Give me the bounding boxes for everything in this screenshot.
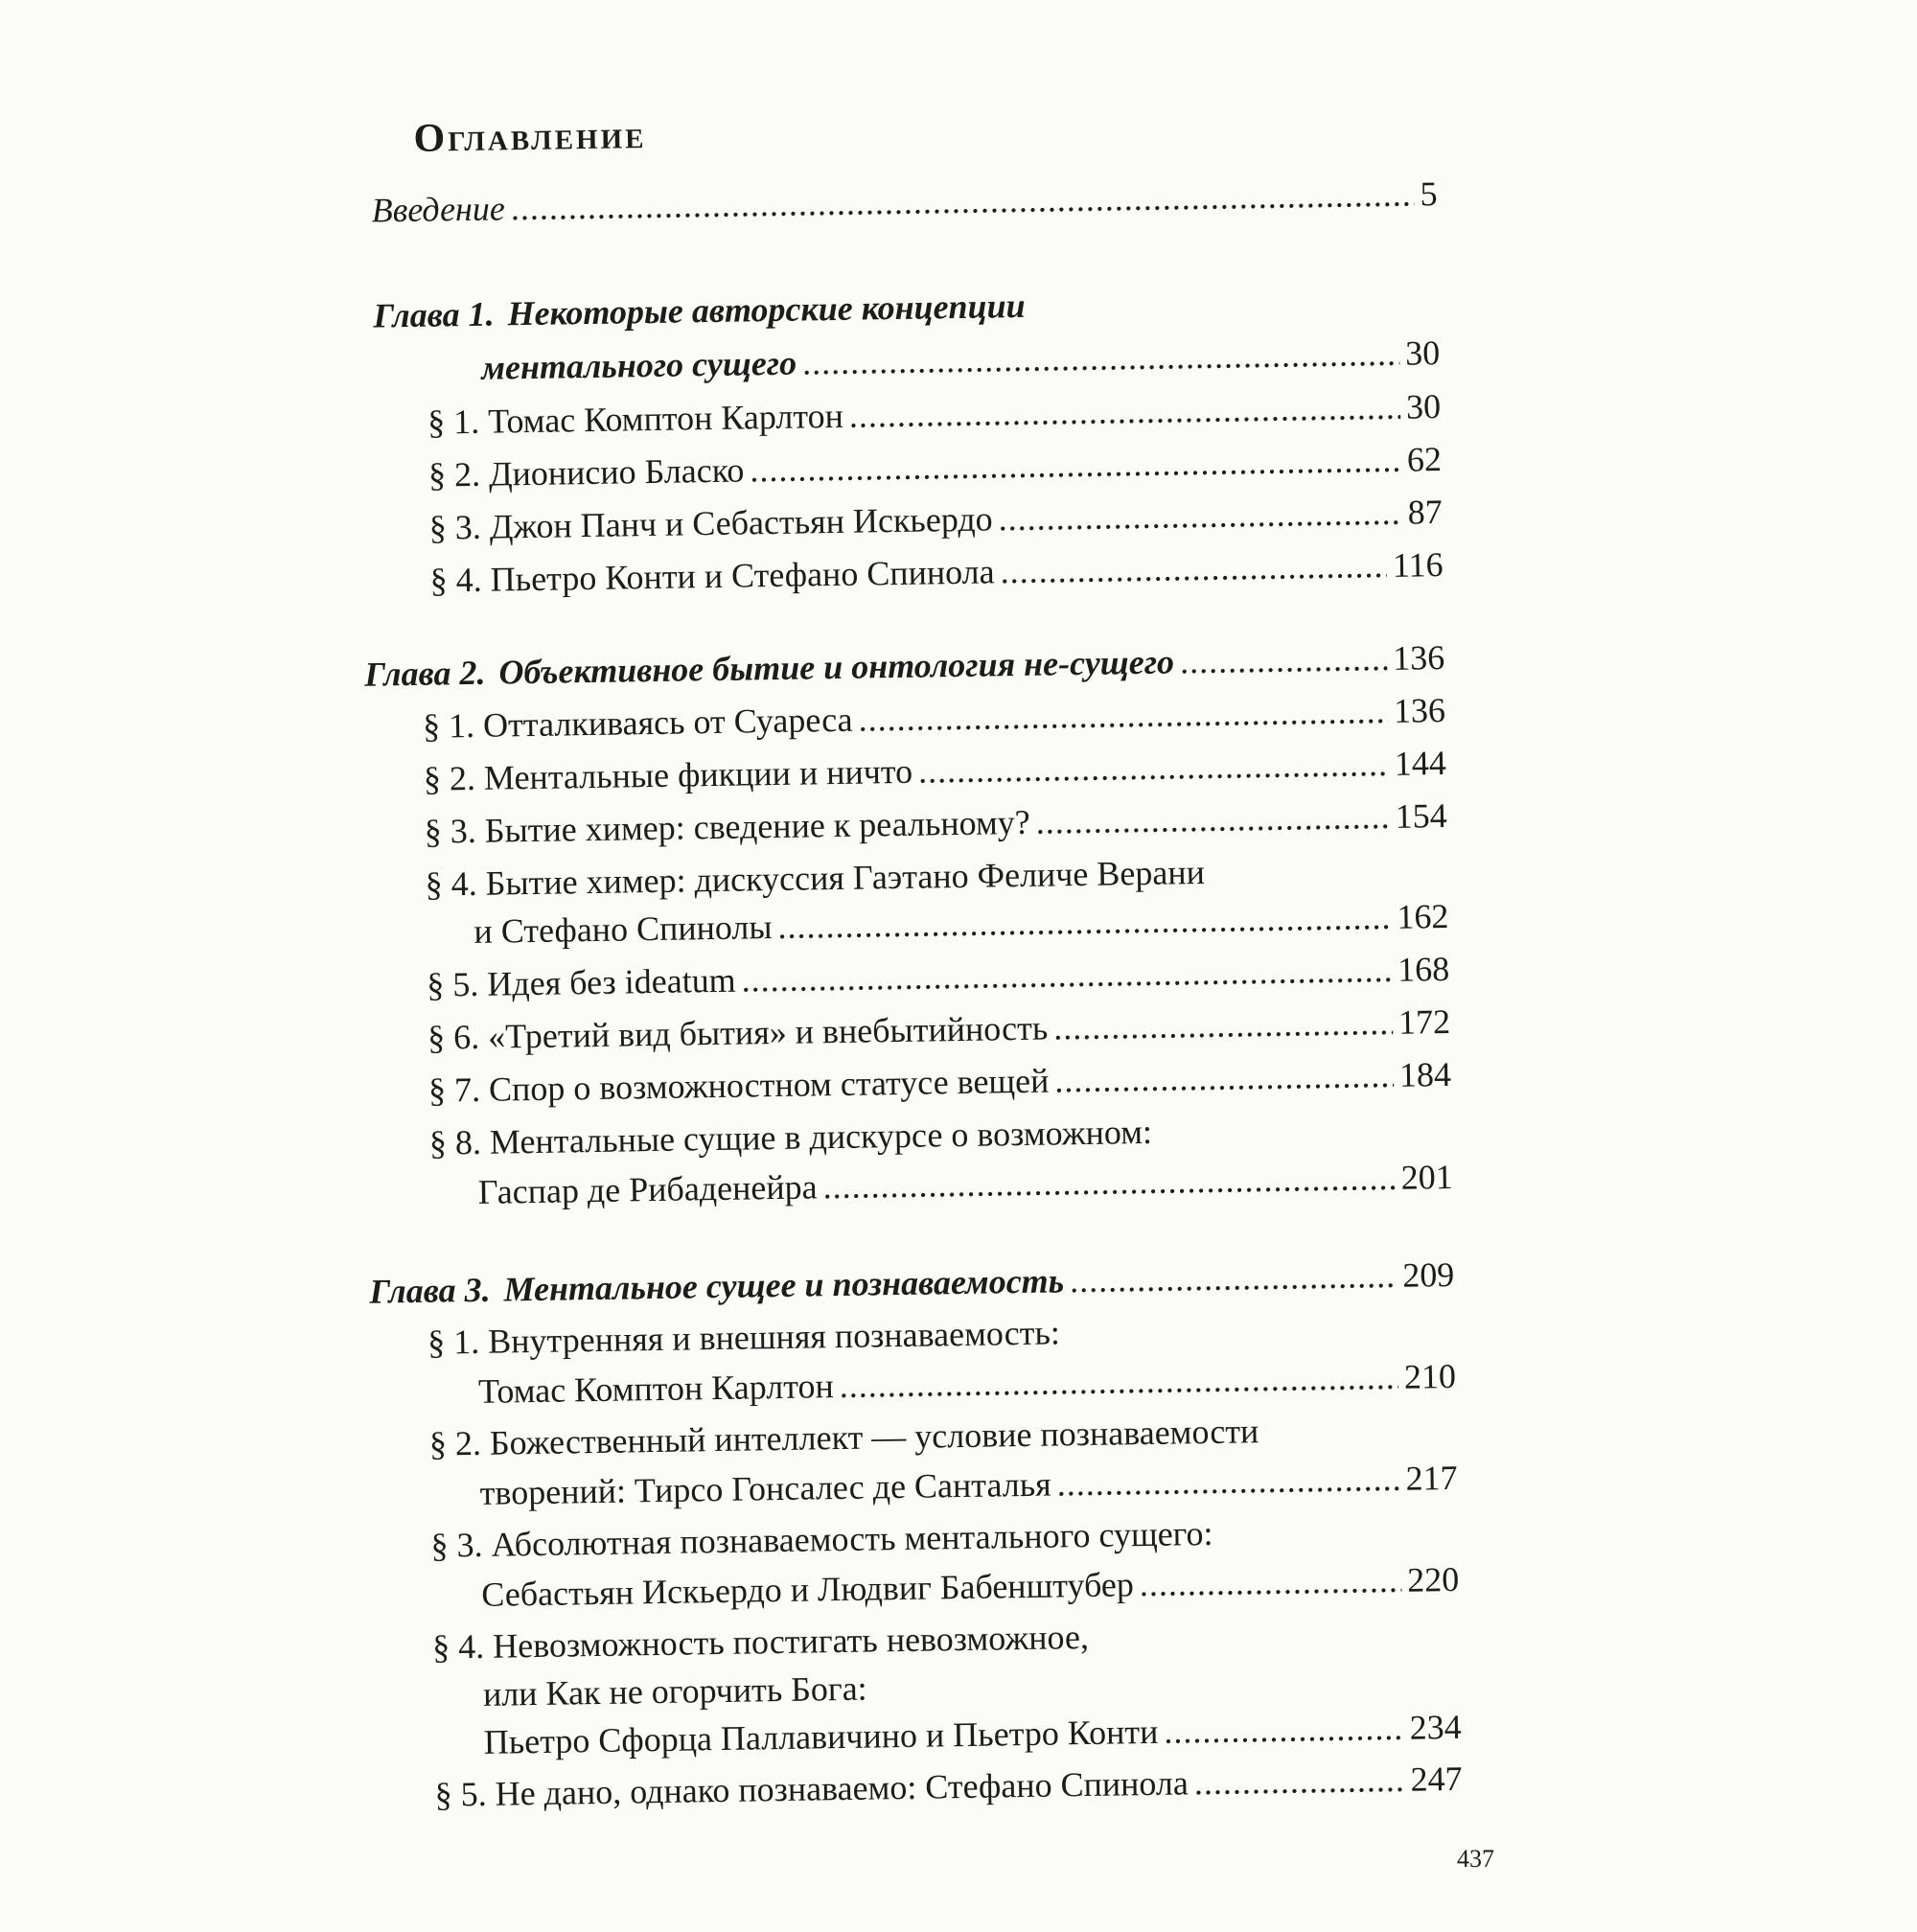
section-number: § 5. [427, 964, 479, 1004]
section-title: Томас Комптон Карлтон [477, 1367, 835, 1411]
section-title: Невозможность постигать невозможное, [492, 1617, 1090, 1666]
page-number: 30 [1404, 334, 1441, 373]
section-number: § 4. [429, 560, 483, 600]
section-title: и Стефано Спинолы [473, 908, 773, 951]
section-entry [423, 689, 1446, 748]
leader-dots [858, 690, 1388, 741]
section-title: Спор о возможностном статусе вещей [488, 1061, 1050, 1109]
leader-dots [848, 386, 1400, 437]
page-number: 209 [1401, 1254, 1455, 1295]
leader-dots [510, 172, 1414, 229]
section-title: Бытие химер: сведение к реальному? [484, 802, 1030, 850]
page-number: 234 [1409, 1707, 1462, 1747]
leader-dots [1035, 795, 1390, 843]
section-text [427, 1007, 1049, 1059]
section-number: § 3. [424, 811, 477, 851]
section-entry-continued [473, 895, 1449, 953]
section-text [425, 851, 1205, 906]
leader-dots [839, 1356, 1398, 1407]
chapter-label: Глава 3. [369, 1270, 491, 1311]
section-title: Бытие химер: дискуссия Гаэтано Феличе Верани [485, 852, 1206, 903]
section-number: § 1. [422, 705, 475, 746]
leader-dots [1164, 1707, 1404, 1753]
toc-entry-intro [371, 172, 1438, 231]
section-entry-continued [483, 1668, 867, 1715]
section-title: Отталкиваясь от Суареса [482, 700, 853, 745]
section-text [429, 1111, 1153, 1164]
chapter-heading [373, 285, 1026, 337]
section-title: Идея без ideatum [487, 960, 736, 1003]
section-title: Абсолютная познаваемость ментального сущего: [491, 1513, 1213, 1564]
section-text [427, 395, 843, 444]
section-entry [427, 1000, 1451, 1059]
section-title: Дионисио Бласко [488, 450, 745, 494]
leader-dots [1053, 1001, 1394, 1049]
page-number: 162 [1397, 896, 1449, 936]
page-number: 144 [1394, 743, 1447, 783]
section-text [424, 750, 913, 800]
leader-dots [1056, 1458, 1400, 1506]
section-title: Пьетро Конти и Стефано Спинола [490, 552, 995, 599]
section-title: Внутренняя и внешняя познаваемость: [487, 1313, 1061, 1361]
section-title: Ментальные сущие в дискурсе о возможном: [489, 1112, 1153, 1162]
page-number: 201 [1400, 1157, 1453, 1197]
section-entry [434, 1758, 1463, 1816]
leader-dots [998, 492, 1402, 540]
page-number: 116 [1392, 545, 1444, 585]
folio-page-number: 437 [1457, 1845, 1494, 1873]
section-number: § 2. [427, 454, 481, 494]
section-number: § 5. [434, 1774, 487, 1814]
chapter-title: ментального сущего [480, 343, 797, 387]
leader-dots [1000, 544, 1387, 592]
section-text [423, 699, 853, 748]
section-entry [429, 1111, 1153, 1164]
section-number: § 7. [427, 1070, 481, 1110]
section-text [427, 959, 736, 1006]
section-text [434, 1761, 1189, 1815]
page-number: 5 [1420, 174, 1438, 214]
page-number: 62 [1406, 440, 1443, 479]
section-title: Ментальные фикции и ничто [483, 751, 913, 797]
section-text [432, 1616, 1089, 1668]
section-entry-continued [481, 1558, 1460, 1616]
section-text [425, 801, 1030, 853]
chapter-label: Глава 2. [363, 653, 486, 694]
section-text [429, 497, 993, 548]
section-entry [425, 794, 1448, 853]
section-number: § 1. [427, 402, 480, 442]
page-number: 87 [1407, 493, 1444, 532]
page-number: 247 [1410, 1759, 1463, 1799]
section-number: § 8. [428, 1122, 482, 1162]
chapter-title: Объективное бытие и онтология не-сущего [498, 642, 1175, 692]
section-title: Томас Комптон Карлтон [487, 396, 844, 441]
section-number: § 2. [428, 1423, 482, 1463]
toc-title: Оглавление [413, 113, 647, 161]
section-entry [427, 948, 1450, 1006]
intro-label: Введение [371, 189, 506, 230]
leader-dots [802, 333, 1400, 384]
section-number: § 3. [428, 507, 482, 547]
leader-dots [777, 896, 1392, 948]
section-text [427, 1311, 1060, 1363]
page-number: 30 [1405, 387, 1442, 426]
leader-dots [1180, 637, 1388, 682]
section-entry [428, 1053, 1452, 1112]
section-number: § 3. [430, 1525, 483, 1565]
chapter-heading [369, 1254, 1455, 1313]
section-entry [425, 851, 1205, 906]
chapter-heading [364, 636, 1445, 696]
section-number: § 2. [423, 758, 476, 798]
section-title: Не дано, однако познаваемо: Стефано Спинола [495, 1763, 1189, 1813]
section-entry [429, 1410, 1259, 1465]
section-entry-continued [478, 1355, 1457, 1413]
section-entry [430, 1512, 1213, 1567]
section-text [430, 1512, 1213, 1567]
section-title: Гаспар де Рибаденейра [477, 1167, 818, 1211]
section-entry [432, 1616, 1089, 1668]
section-entry-continued [483, 1706, 1462, 1763]
page-number: 217 [1405, 1458, 1458, 1498]
section-entry-continued [479, 1457, 1458, 1514]
leader-dots [1139, 1559, 1401, 1605]
section-title: Божественный интеллект — условие познаваемости [489, 1412, 1259, 1462]
page-number: 154 [1395, 795, 1448, 836]
chapter-label: Глава 1. [373, 294, 495, 335]
section-number: § 1. [427, 1322, 480, 1362]
section-entry-continued [477, 1156, 1453, 1213]
section-title: или Как не огорчить Бога: [482, 1668, 867, 1714]
section-entry [427, 1311, 1060, 1363]
chapter-title: Ментальное сущее и познаваемость [503, 1261, 1065, 1309]
section-entry [429, 543, 1444, 602]
leader-dots [741, 949, 1392, 1001]
leader-dots [750, 439, 1401, 492]
section-entry [428, 438, 1443, 496]
page-number: 210 [1403, 1356, 1457, 1396]
section-title: Пьетро Сфорца Паллавичино и Пьетро Конти [483, 1712, 1159, 1761]
section-text [428, 1060, 1050, 1112]
leader-dots [1193, 1759, 1404, 1804]
section-text [429, 550, 994, 601]
chapter-heading [481, 332, 1441, 389]
page-number: 172 [1397, 1001, 1451, 1042]
section-text [429, 1410, 1259, 1465]
chapter-title: Некоторые авторские концепции [507, 286, 1026, 334]
leader-dots [918, 743, 1390, 793]
section-entry [429, 491, 1444, 549]
section-number: § 4. [425, 863, 478, 904]
section-title: «Третий вид бытия» и внебытийность [487, 1008, 1049, 1056]
page-number: 168 [1397, 949, 1450, 989]
page-number: 184 [1398, 1054, 1452, 1094]
section-number: § 6. [427, 1017, 480, 1057]
leader-dots [822, 1157, 1396, 1208]
section-title: творений: Тирсо Гонсалес де Санталья [479, 1464, 1051, 1512]
section-entry [424, 742, 1447, 800]
leader-dots [1070, 1254, 1397, 1301]
page-number: 220 [1406, 1559, 1460, 1599]
page-number: 136 [1392, 637, 1445, 678]
page-number: 136 [1393, 690, 1446, 730]
section-entry [427, 385, 1442, 444]
section-title: Джон Панч и Себастьян Искьердо [489, 499, 993, 546]
section-number: § 4. [431, 1626, 485, 1667]
section-title: Себастьян Искьердо и Людвиг Бабенштубер [481, 1565, 1135, 1614]
section-text [428, 448, 745, 495]
leader-dots [1054, 1054, 1394, 1102]
